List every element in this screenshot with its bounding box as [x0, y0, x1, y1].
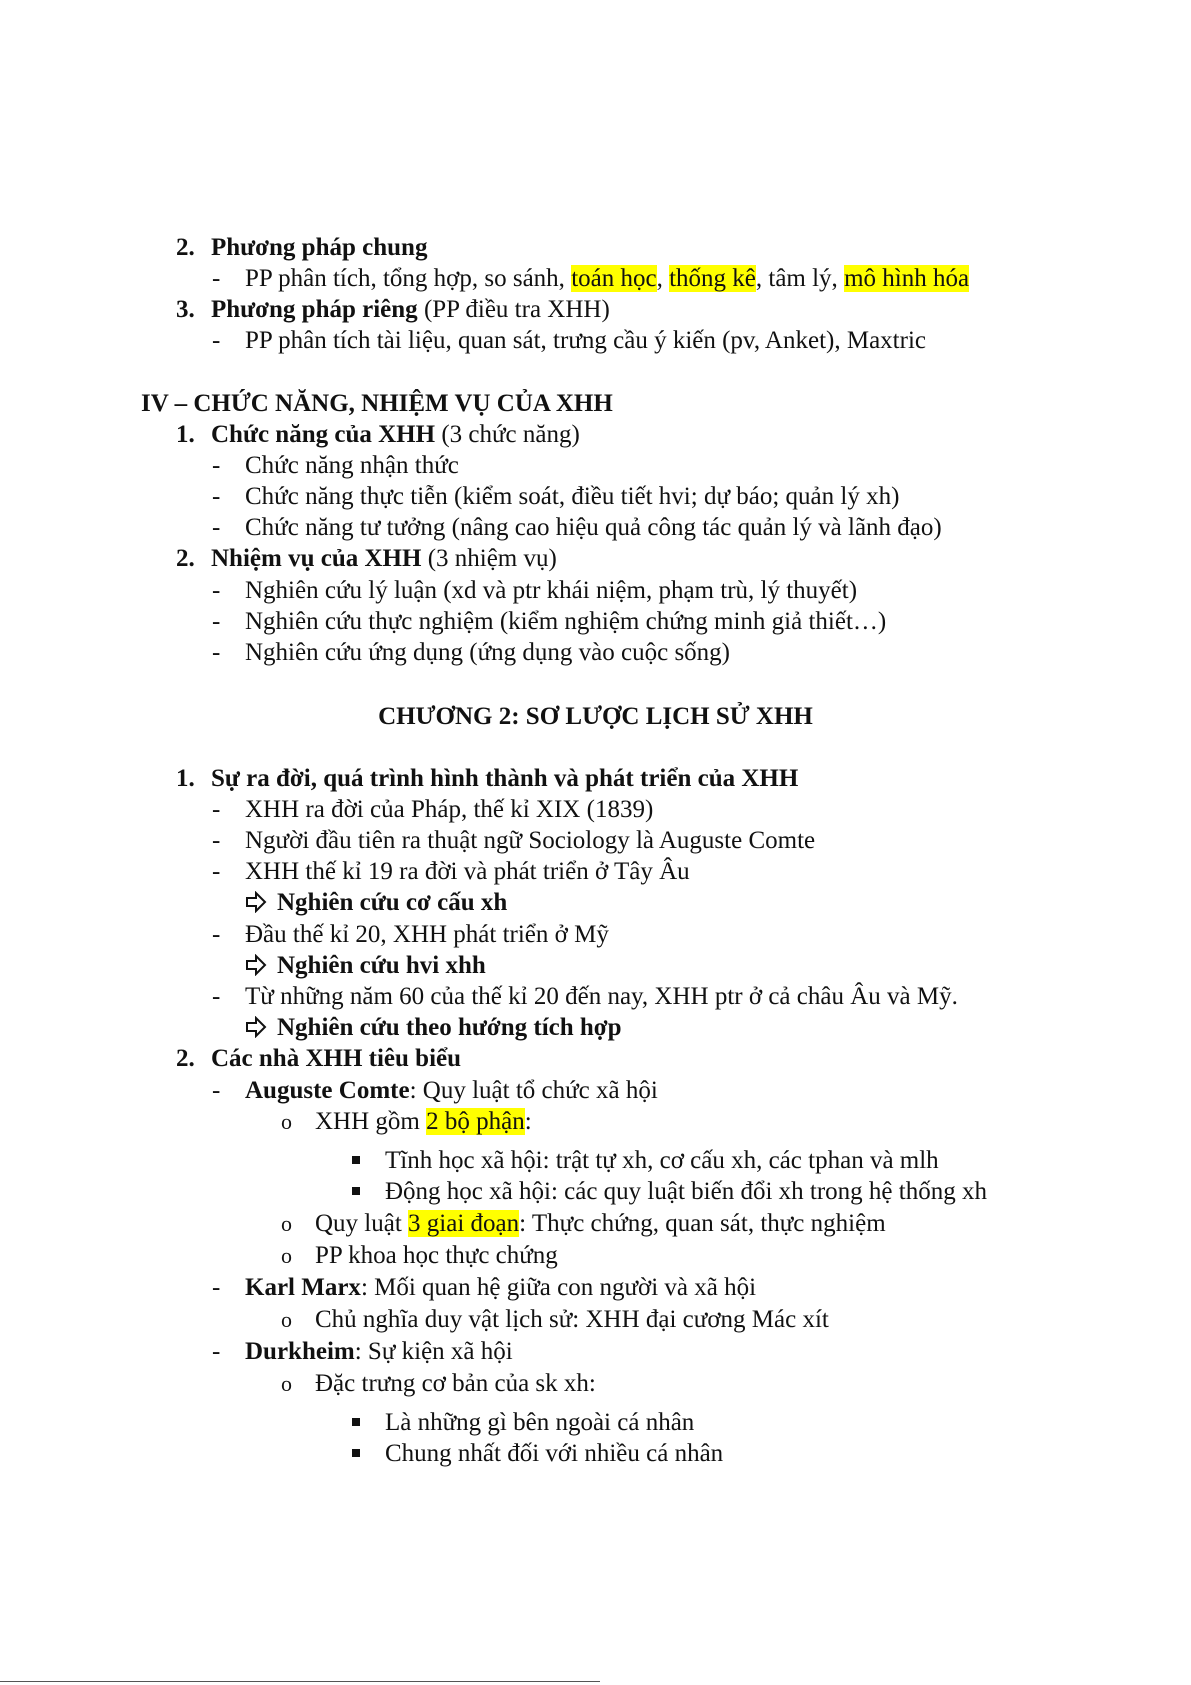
- dash-bullet: -: [212, 1338, 221, 1365]
- person-name: Durkheim: [245, 1338, 355, 1365]
- sub-bullet-text: PP khoa học thực chứng: [315, 1242, 558, 1269]
- bullet-line: [212, 607, 887, 637]
- dash-bullet: -: [212, 796, 221, 823]
- item-number: 2.: [176, 545, 195, 572]
- circle-bullet: o: [281, 1371, 292, 1396]
- sub-bullet-line: [281, 1209, 886, 1239]
- square-bullet-line: [352, 1177, 987, 1207]
- sub-bullet-text: Quy luật 3 giai đoạn: Thực chứng, quan sát, thực nghiệm: [315, 1210, 886, 1237]
- item-title: Phương pháp chung: [211, 234, 428, 261]
- item-number: 2.: [176, 234, 195, 261]
- circle-bullet: o: [281, 1211, 292, 1236]
- dash-bullet: -: [212, 514, 221, 541]
- bullet-text: Chức năng tư tưởng (nâng cao hiệu quả công tác quản lý và lãnh đạo): [245, 514, 942, 541]
- arrow-right-icon: [245, 1016, 267, 1038]
- square-bullet-line: [352, 1146, 939, 1176]
- square-bullet-text: Là những gì bên ngoài cá nhân: [385, 1409, 695, 1436]
- list-item-history: [176, 764, 799, 794]
- list-item-functions: [176, 420, 580, 450]
- bullet-line: [212, 826, 816, 856]
- dash-bullet: -: [212, 858, 221, 885]
- list-item-method-specific: [176, 295, 610, 325]
- highlight: 3 giai đoạn: [408, 1210, 520, 1237]
- square-bullet-text: Chung nhất đối với nhiều cá nhân: [385, 1440, 724, 1467]
- arrow-line: [245, 951, 486, 981]
- bullet-text: Nghiên cứu ứng dụng (ứng dụng vào cuộc sống): [245, 639, 731, 666]
- bullet-text: PP phân tích, tổng hợp, so sánh, toán học, thống kê, tâm lý, mô hình hóa: [245, 265, 970, 292]
- sub-bullet-text: XHH gồm 2 bộ phận:: [315, 1108, 532, 1135]
- dash-bullet: -: [212, 921, 221, 948]
- arrow-line: [245, 1013, 622, 1043]
- person-name: Karl Marx: [245, 1274, 361, 1301]
- sub-bullet-line: [281, 1241, 558, 1271]
- square-bullet-line: [352, 1408, 695, 1438]
- item-title: Nhiệm vụ của XHH (3 nhiệm vụ): [211, 545, 557, 572]
- dash-bullet: -: [212, 1274, 221, 1301]
- dash-bullet: -: [212, 452, 221, 479]
- circle-bullet: o: [281, 1307, 292, 1332]
- bullet-line: [212, 982, 958, 1012]
- bullet-line: [212, 264, 970, 294]
- bullet-line: [212, 638, 731, 668]
- bullet-text: PP phân tích tài liệu, quan sát, trưng cầu ý kiến (pv, Anket), Maxtric: [245, 327, 926, 354]
- highlight: mô hình hóa: [844, 265, 970, 292]
- dash-bullet: -: [212, 1077, 221, 1104]
- list-item-sociologists: [176, 1044, 462, 1074]
- square-bullet-line: [352, 1439, 724, 1469]
- square-bullet-icon: [352, 1418, 360, 1426]
- bullet-text: Chức năng thực tiễn (kiểm soát, điều tiết hvi; dự báo; quản lý xh): [245, 483, 900, 510]
- bullet-line: [212, 513, 942, 543]
- dash-bullet: -: [212, 483, 221, 510]
- bullet-text: XHH thế kỉ 19 ra đời và phát triển ở Tây Âu: [245, 858, 690, 885]
- sub-bullet-line: [281, 1305, 829, 1335]
- sub-bullet-text: Đặc trưng cơ bản của sk xh:: [315, 1370, 596, 1397]
- square-bullet-text: Động học xã hội: các quy luật biến đổi xh trong hệ thống xh: [385, 1178, 987, 1205]
- item-title: Chức năng của XHH (3 chức năng): [211, 421, 580, 448]
- bullet-text: Đầu thế kỉ 20, XHH phát triển ở Mỹ: [245, 921, 609, 948]
- item-number: 3.: [176, 296, 195, 323]
- list-item-tasks: [176, 544, 557, 574]
- highlight: thống kê: [669, 265, 756, 292]
- arrow-right-icon: [245, 891, 267, 913]
- dash-bullet: -: [212, 577, 221, 604]
- sub-bullet-line: [281, 1369, 596, 1399]
- bullet-line: [212, 482, 900, 512]
- circle-bullet: o: [281, 1109, 292, 1134]
- bullet-line: [212, 576, 858, 606]
- square-bullet-icon: [352, 1156, 360, 1164]
- square-bullet-icon: [352, 1449, 360, 1457]
- dash-bullet: -: [212, 265, 221, 292]
- dash-bullet: -: [212, 608, 221, 635]
- dash-bullet: -: [212, 983, 221, 1010]
- dash-bullet: -: [212, 639, 221, 666]
- bullet-line: [212, 795, 654, 825]
- bullet-text: Nghiên cứu lý luận (xd và ptr khái niệm, phạm trù, lý thuyết): [245, 577, 858, 604]
- bullet-line-comte: [212, 1076, 658, 1106]
- dash-bullet: -: [212, 327, 221, 354]
- item-title: Các nhà XHH tiêu biểu: [211, 1045, 462, 1072]
- section-heading: IV – CHỨC NĂNG, NHIỆM VỤ CỦA XHH: [141, 390, 613, 417]
- bullet-line-marx: [212, 1273, 757, 1303]
- bullet-text: Từ những năm 60 của thế kỉ 20 đến nay, XHH ptr ở cả châu Âu và Mỹ.: [245, 983, 958, 1010]
- bullet-text: Chức năng nhận thức: [245, 452, 459, 479]
- item-number: 2.: [176, 1045, 195, 1072]
- sub-bullet-line: [281, 1107, 532, 1137]
- item-title: Sự ra đời, quá trình hình thành và phát triển của XHH: [211, 765, 799, 792]
- item-number: 1.: [176, 765, 195, 792]
- circle-bullet: o: [281, 1243, 292, 1268]
- item-number: 1.: [176, 421, 195, 448]
- highlight: toán học: [571, 265, 657, 292]
- bullet-line: [212, 451, 459, 481]
- sub-bullet-text: Chủ nghĩa duy vật lịch sử: XHH đại cương Mác xít: [315, 1306, 829, 1333]
- bullet-line: [212, 857, 690, 887]
- bullet-text: XHH ra đời của Pháp, thế kỉ XIX (1839): [245, 796, 654, 823]
- square-bullet-text: Tĩnh học xã hội: trật tự xh, cơ cấu xh, các tphan và mlh: [385, 1147, 939, 1174]
- arrow-text: Nghiên cứu hvi xhh: [277, 952, 486, 979]
- bullet-text: Durkheim: Sự kiện xã hội: [245, 1338, 513, 1365]
- footer-divider: [0, 1681, 600, 1682]
- arrow-text: Nghiên cứu cơ cấu xh: [277, 889, 508, 916]
- person-name: Auguste Comte: [245, 1077, 410, 1104]
- bullet-text: Auguste Comte: Quy luật tổ chức xã hội: [245, 1077, 658, 1104]
- list-item-method-general: [176, 233, 428, 263]
- bullet-text: Karl Marx: Mối quan hệ giữa con người và xã hội: [245, 1274, 757, 1301]
- bullet-line-durkheim: [212, 1337, 513, 1367]
- square-bullet-icon: [352, 1187, 360, 1195]
- arrow-text: Nghiên cứu theo hướng tích hợp: [277, 1014, 622, 1041]
- chapter-title: CHƯƠNG 2: SƠ LƯỢC LỊCH SỬ XHH: [378, 703, 813, 730]
- bullet-text: Người đầu tiên ra thuật ngữ Sociology là Auguste Comte: [245, 827, 816, 854]
- highlight: 2 bộ phận: [426, 1108, 525, 1135]
- dash-bullet: -: [212, 827, 221, 854]
- bullet-line: [212, 920, 609, 950]
- item-title: Phương pháp riêng (PP điều tra XHH): [211, 296, 610, 323]
- arrow-right-icon: [245, 954, 267, 976]
- bullet-line: [212, 326, 926, 356]
- arrow-line: [245, 888, 507, 918]
- bullet-text: Nghiên cứu thực nghiệm (kiểm nghiệm chứng minh giả thiết…): [245, 608, 887, 635]
